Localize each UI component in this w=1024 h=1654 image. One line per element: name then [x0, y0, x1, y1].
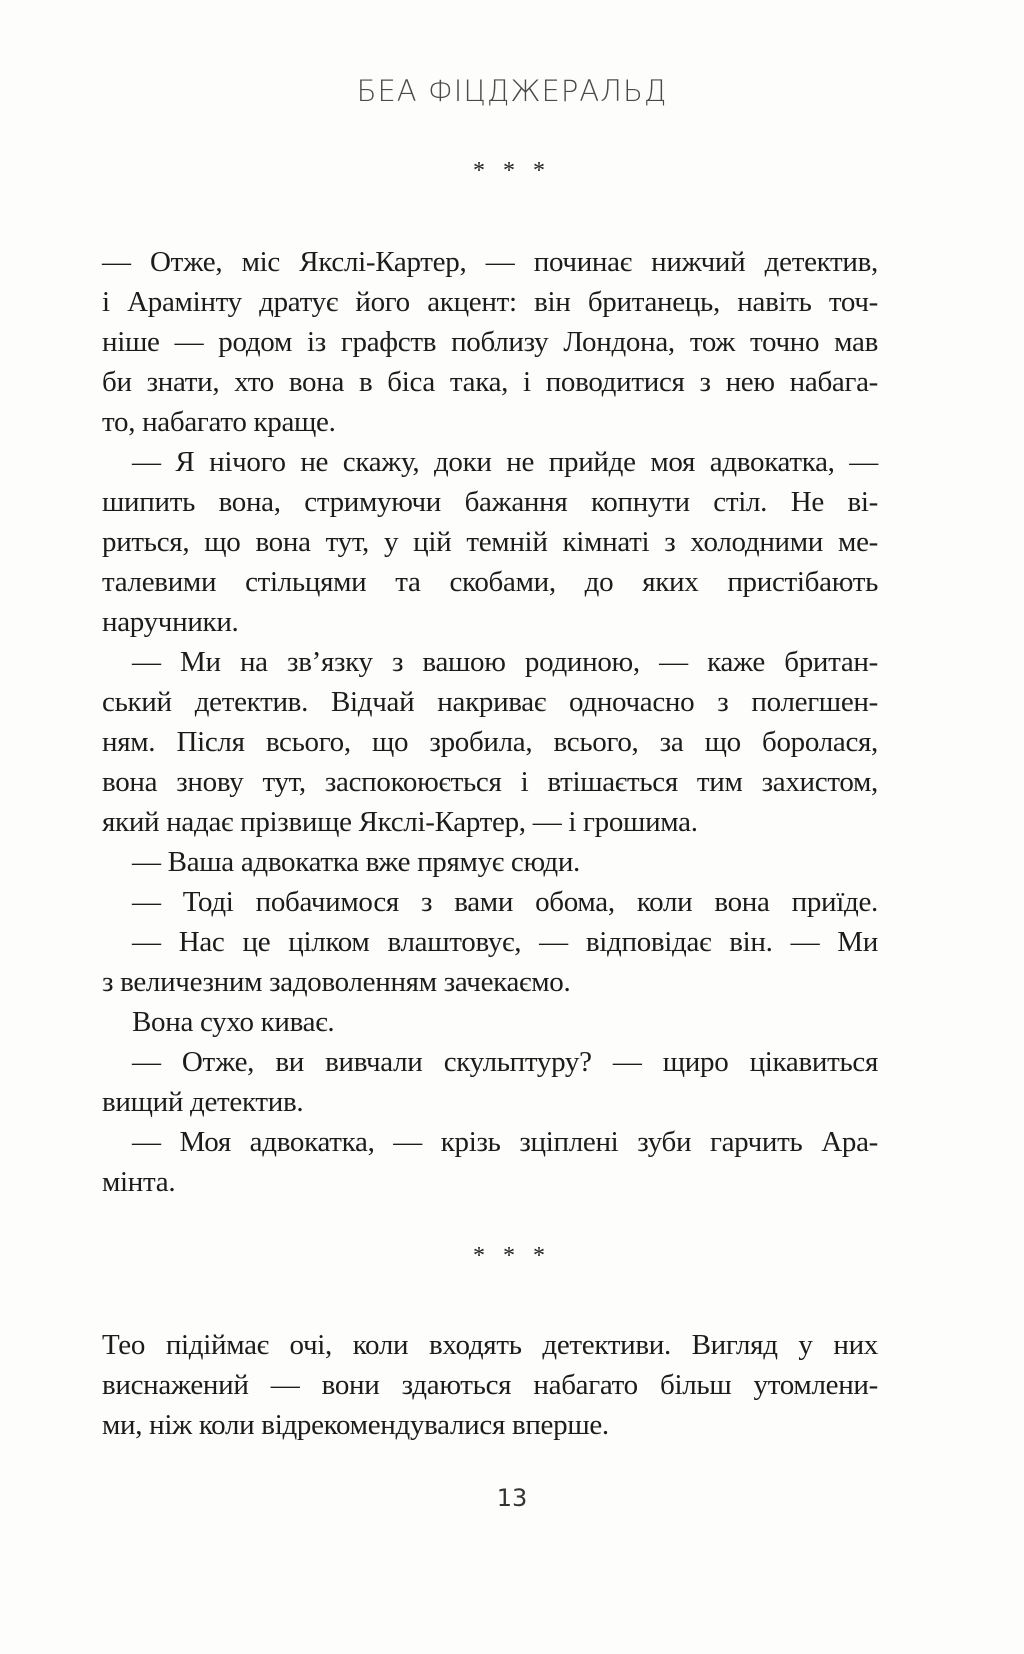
text-line: — Тоді побачимося з вами обома, коли вона приїде.	[132, 886, 878, 918]
text-line: Вона сухо киває.	[132, 1006, 335, 1038]
text-line: виснажений — вони здаються набагато більш утомлени-	[102, 1369, 878, 1401]
text-line: — Я нічого не скажу, доки не прийде моя адвокатка, —	[132, 446, 878, 478]
text-line: шипить вона, стримуючи бажання копнути стіл. Не ві-	[102, 486, 878, 518]
text-line: — Нас це цілком влаштовує, — відповідає він. — Ми	[132, 926, 878, 958]
text-line: ський детектив. Відчай накриває одночасно з полегшен-	[102, 686, 878, 718]
text-line: — Ми на зв’язку з вашою родиною, — каже британ-	[132, 646, 878, 678]
text-line: наручники.	[102, 606, 239, 638]
section-2-text	[102, 1325, 878, 1445]
text-line: ми, ніж коли відрекомендувалися вперше.	[102, 1409, 609, 1441]
text-line: — Отже, ви вивчали скульптуру? — щиро цікавиться	[132, 1046, 878, 1078]
text-line: і Арамінту дратує його акцент: він британець, навіть точ-	[102, 286, 878, 318]
text-line: ніше — родом із графств поблизу Лондона, тож точно мав	[102, 326, 878, 358]
text-line: який надає прізвище Якслі-Картер, — і грошима.	[102, 806, 698, 838]
text-line: — Моя адвокатка, — крізь зціплені зуби гарчить Ара-	[132, 1126, 878, 1158]
text-line: з величезним задоволенням зачекаємо.	[102, 966, 571, 998]
text-line: ням. Після всього, що зробила, всього, за що боролася,	[102, 726, 878, 758]
section-separator: * * *	[473, 1243, 551, 1269]
text-line: талевими стільцями та скобами, до яких пристібають	[102, 566, 878, 598]
text-line: Тео підіймає очі, коли входять детективи. Вигляд у них	[102, 1329, 878, 1361]
section-separator: * * *	[473, 158, 551, 184]
text-line: то, набагато краще.	[102, 406, 336, 438]
text-line: вищий детектив.	[102, 1086, 304, 1118]
section-1-text	[102, 242, 878, 1202]
page-number: 13	[496, 1484, 528, 1512]
text-line: мінта.	[102, 1166, 176, 1198]
running-header: БЕА ФІЦДЖЕРАЛЬД	[356, 74, 668, 108]
text-line: би знати, хто вона в біса така, і поводитися з нею набага-	[102, 366, 878, 398]
text-line: риться, що вона тут, у цій темній кімнаті з холодними ме-	[102, 526, 878, 558]
text-line: — Ваша адвокатка вже прямує сюди.	[132, 846, 580, 878]
text-line: вона знову тут, заспокоюється і втішається тим захистом,	[102, 766, 878, 798]
text-line: — Отже, міс Якслі-Картер, — починає нижчий детектив,	[102, 246, 878, 278]
